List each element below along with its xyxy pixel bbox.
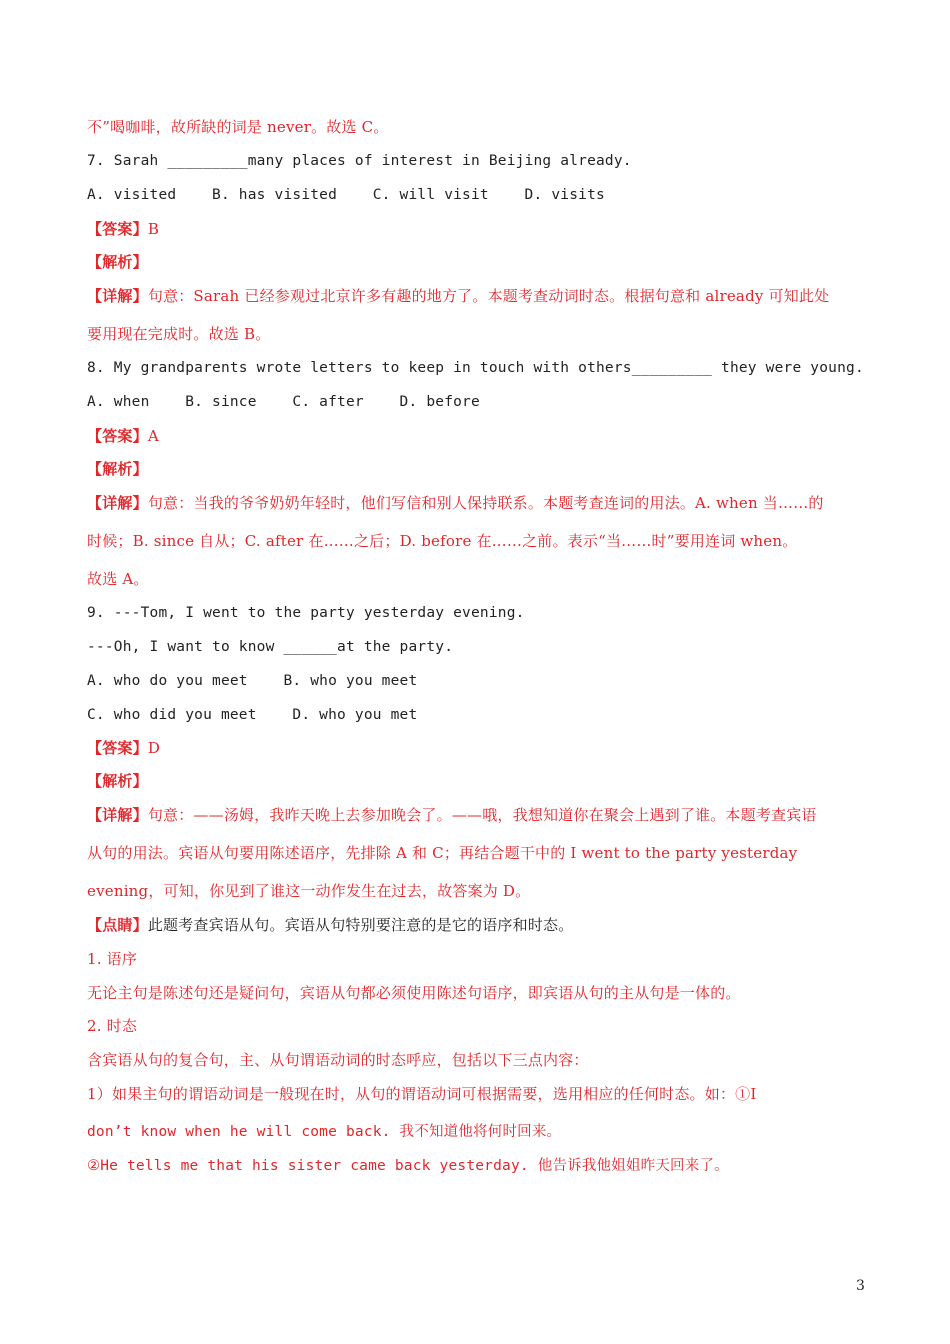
answer-value: D bbox=[147, 739, 161, 757]
detail-line bbox=[87, 805, 817, 825]
detail-label: 【详解】 bbox=[87, 806, 148, 824]
question-8: 8. My grandparents wrote letters to keep in touch with others_________ they were young. bbox=[87, 360, 864, 376]
text-line: 要用现在完成时。故选 B。 bbox=[87, 325, 271, 343]
tip-text: 此题考查宾语从句。宾语从句特别要注意的是它的语序和时态。 bbox=[147, 916, 574, 934]
question-7: 7. Sarah _________many places of interest in Beijing already. bbox=[87, 153, 632, 169]
answer-line bbox=[87, 219, 159, 239]
text-line: evening，可知，你见到了谁这一动作发生在过去，故答案为 D。 bbox=[87, 882, 531, 900]
section-heading: 1. 语序 bbox=[87, 950, 138, 968]
answer-value: B bbox=[147, 220, 160, 238]
answer-label: 【答案】 bbox=[87, 220, 148, 238]
analysis-label: 【解析】 bbox=[87, 253, 148, 271]
answer-value: A bbox=[147, 427, 159, 445]
text-line: 不”喝咖啡，故所缺的词是 never。故选 C。 bbox=[87, 118, 389, 136]
analysis-line bbox=[87, 459, 148, 479]
detail-label: 【详解】 bbox=[87, 287, 148, 305]
page-number: 3 bbox=[856, 1278, 865, 1294]
detail-line bbox=[87, 286, 829, 306]
analysis-label: 【解析】 bbox=[87, 772, 148, 790]
answer-line bbox=[87, 738, 160, 758]
text-line: 故选 A。 bbox=[87, 570, 149, 588]
analysis-label: 【解析】 bbox=[87, 460, 148, 478]
question-9-options-cd: C. who did you meet D. who you met bbox=[87, 707, 418, 723]
detail-line bbox=[87, 493, 824, 513]
question-7-options: A. visited B. has visited C. will visit D. visits bbox=[87, 187, 605, 203]
answer-label: 【答案】 bbox=[87, 739, 148, 757]
question-8-options: A. when B. since C. after D. before bbox=[87, 394, 480, 410]
text-line: 从句的用法。宾语从句要用陈述语序，先排除 A 和 C；再结合题干中的 I went to the party yesterday bbox=[87, 844, 798, 862]
text-line: 含宾语从句的复合句，主、从句谓语动词的时态呼应，包括以下三点内容： bbox=[87, 1051, 589, 1069]
question-9-reply: ---Oh, I want to know ______at the party. bbox=[87, 639, 454, 655]
text-line: 时候；B. since 自从；C. after 在……之后；D. before 在……之前。表示“当……时”要用连词 when。 bbox=[87, 532, 798, 550]
example-line: ②He tells me that his sister came back yesterday. 他告诉我他姐姐昨天回来了。 bbox=[87, 1158, 729, 1174]
detail-text: 句意：——汤姆，我昨天晚上去参加晚会了。——哦，我想知道你在聚会上遇到了谁。本题考查宾语 bbox=[147, 806, 817, 824]
detail-text: 句意：当我的爷爷奶奶年轻时，他们写信和别人保持联系。本题考查连词的用法。A. when 当……的 bbox=[147, 494, 824, 512]
tip-label: 【点睛】 bbox=[87, 916, 148, 934]
analysis-line bbox=[87, 771, 148, 791]
question-9: 9. ---Tom, I went to the party yesterday evening. bbox=[87, 605, 525, 621]
answer-label: 【答案】 bbox=[87, 427, 148, 445]
text-line: 1）如果主句的谓语动词是一般现在时，从句的谓语动词可根据需要，选用相应的任何时态。如：①I bbox=[87, 1085, 757, 1103]
question-9-options-ab: A. who do you meet B. who you meet bbox=[87, 673, 418, 689]
answer-line bbox=[87, 426, 159, 446]
detail-label: 【详解】 bbox=[87, 494, 148, 512]
example-line: don’t know when he will come back. 我不知道他将何时回来。 bbox=[87, 1124, 562, 1140]
analysis-line bbox=[87, 252, 148, 272]
text-line: 无论主句是陈述句还是疑问句，宾语从句都必须使用陈述句语序，即宾语从句的主从句是一体的。 bbox=[87, 984, 741, 1002]
detail-text: 句意：Sarah 已经参观过北京许多有趣的地方了。本题考查动词时态。根据句意和 already 可知此处 bbox=[147, 287, 830, 305]
section-heading: 2. 时态 bbox=[87, 1017, 138, 1035]
tip-line bbox=[87, 915, 573, 935]
